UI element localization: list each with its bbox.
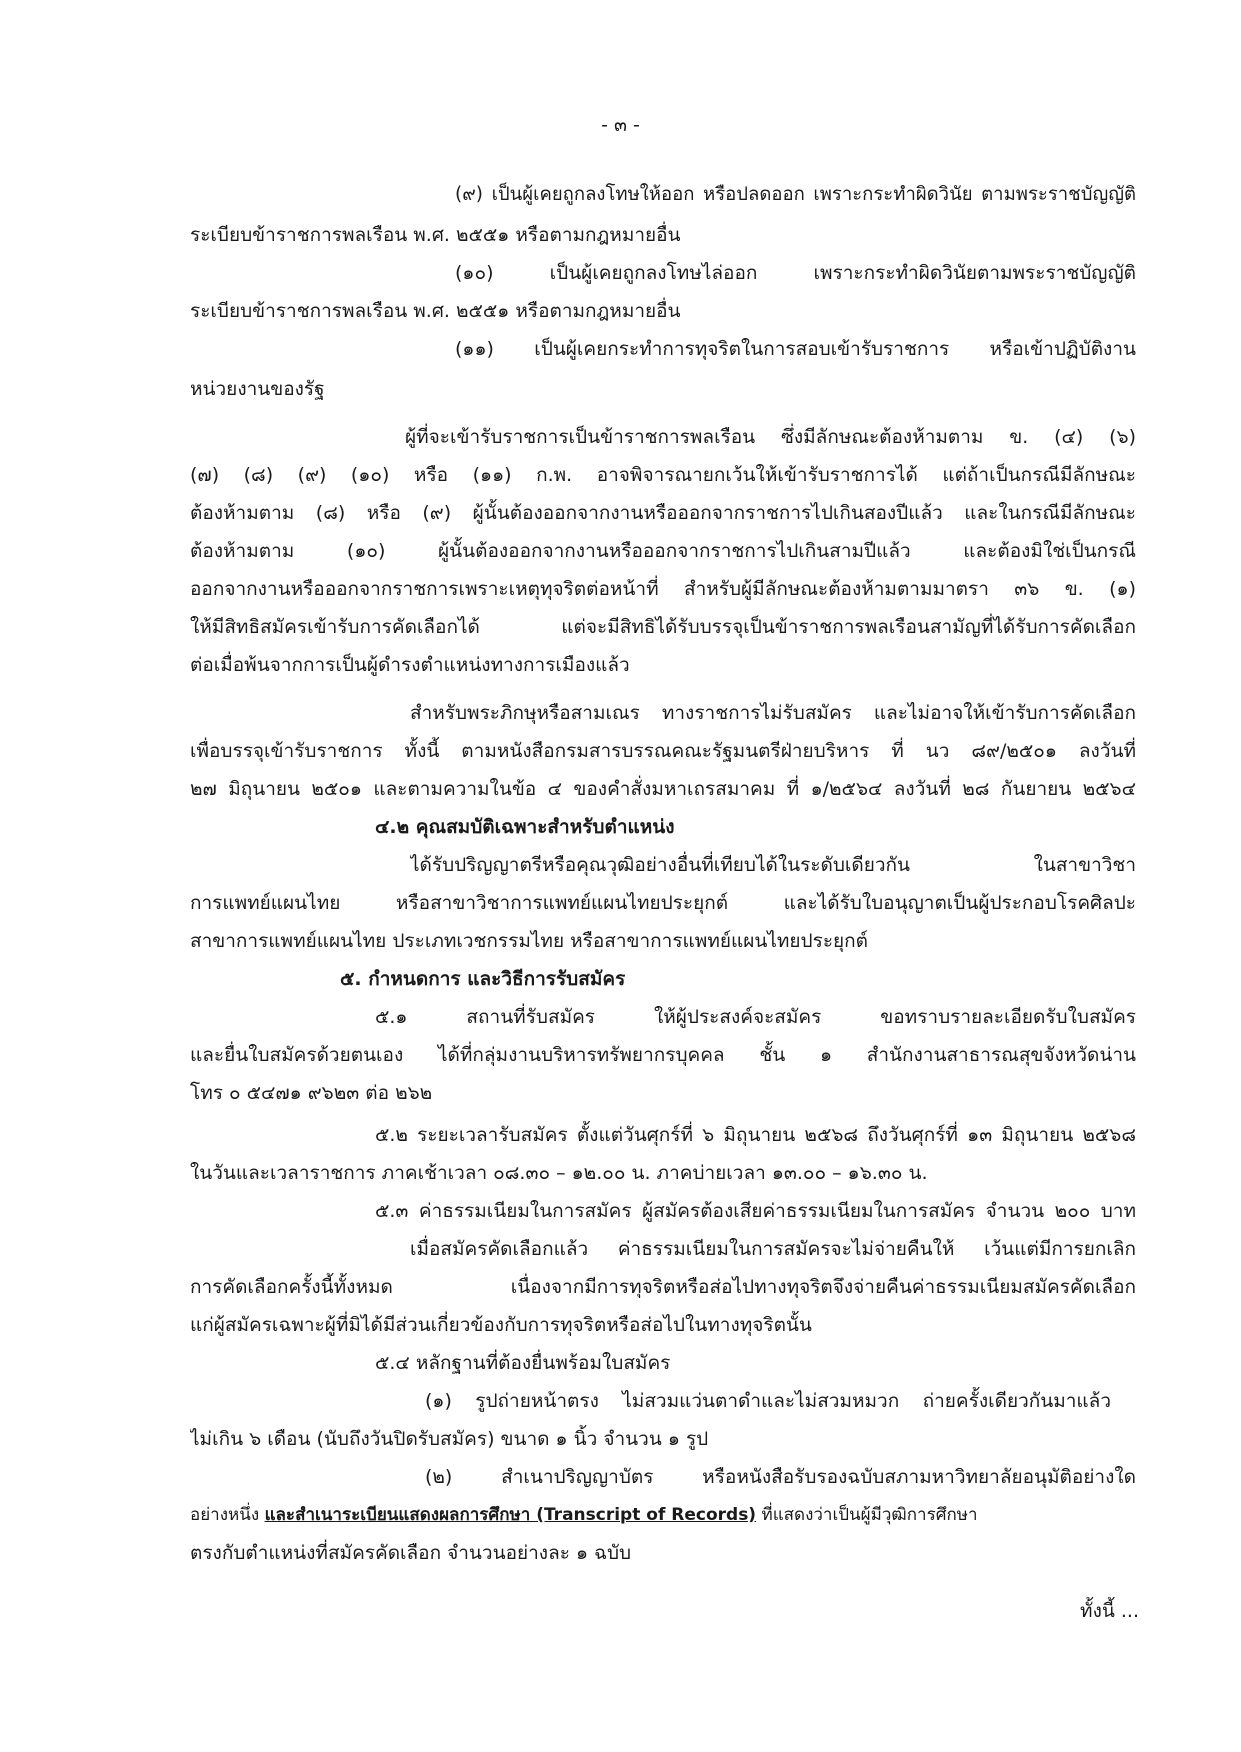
section-heading: ๔.๒ คุณสมบัติเฉพาะสำหรับตำแหน่ง <box>375 816 675 838</box>
text-line: (๙) เป็นผู้เคยถูกลงโทษให้ออก หรือปลดออก เพราะกระทำผิดวินัย ตามพระราชบัญญัติ <box>455 184 1136 205</box>
text-line: (๑๑) เป็นผู้เคยกระทำการทุจริตในการสอบเข้ารับราชการ หรือเข้าปฏิบัติงาน <box>455 338 1136 360</box>
text-line: ได้รับปริญญาตรีหรือคุณวุฒิอย่างอื่นที่เทียบได้ในระดับเดียวกัน ในสาขาวิชา <box>410 854 1136 876</box>
text-line: และยื่นใบสมัครด้วยตนเอง ได้ที่กลุ่มงานบริหารทรัพยากรบุคคล ชั้น ๑ สำนักงานสาธารณสุขจังหวัดน่าน <box>190 1044 1136 1066</box>
text-line: (๗) (๘) (๙) (๑๐) หรือ (๑๑) ก.พ. อาจพิจารณายกเว้นให้เข้ารับราชการได้ แต่ถ้าเป็นกรณีมีลักษณะ <box>190 464 1136 486</box>
text-line: ต้องห้ามตาม (๘) หรือ (๙) ผู้นั้นต้องออกจากงานหรือออกจากราชการไปเกินสองปีแล้ว และในกรณีมีลักษณะ <box>190 502 1136 524</box>
text-segment: อย่างหนึ่ง <box>190 1505 260 1525</box>
text-line: เพื่อบรรจุเข้ารับราชการ ทั้งนี้ ตามหนังสือกรมสารบรรณคณะรัฐมนตรีฝ่ายบริหาร ที่ นว ๘๙/๒๕๐๑ ลงวันที่ <box>190 740 1136 762</box>
text-line: ๕.๒ ระยะเวลารับสมัคร ตั้งแต่วันศุกร์ที่ ๖ มิถุนายน ๒๕๖๘ ถึงวันศุกร์ที่ ๑๓ มิถุนายน ๒๕๖๘ <box>375 1124 1136 1146</box>
page-number: - ๓ - <box>601 114 640 136</box>
text-line: หน่วยงานของรัฐ <box>190 378 325 400</box>
text-line: ๕.๔ หลักฐานที่ต้องยื่นพร้อมใบสมัคร <box>375 1352 671 1374</box>
text-line: ต่อเมื่อพ้นจากการเป็นผู้ดำรงตำแหน่งทางการเมืองแล้ว <box>190 654 630 676</box>
text-line: (๑๐) เป็นผู้เคยถูกลงโทษไล่ออก เพราะกระทำผิดวินัยตามพระราชบัญญัติ <box>455 262 1136 284</box>
text-line: โทร ๐ ๕๔๗๑ ๙๖๒๓ ต่อ ๒๖๒ <box>190 1082 433 1104</box>
text-line: ผู้ที่จะเข้ารับราชการเป็นข้าราชการพลเรือน ซึ่งมีลักษณะต้องห้ามตาม ข. (๔) (๖) <box>405 426 1136 448</box>
transcript-emphasis: และสำเนาระเบียนแสดงผลการศึกษา (Transcript of Records) <box>264 1505 757 1525</box>
continuation-footer: ทั้งนี้ ... <box>1080 1600 1139 1622</box>
text-line: ระเบียบข้าราชการพลเรือน พ.ศ. ๒๕๕๑ หรือตามกฎหมายอื่น <box>190 224 681 246</box>
text-line: แก่ผู้สมัครเฉพาะผู้ที่มิได้มีส่วนเกี่ยวข้องกับการทุจริตหรือส่อไปในทางทุจริตนั้น <box>190 1314 812 1336</box>
text-line: ๕.๓ ค่าธรรมเนียมในการสมัคร ผู้สมัครต้องเสียค่าธรรมเนียมในการสมัคร จำนวน ๒๐๐ บาท <box>375 1200 1136 1222</box>
text-line: ๕.๑ สถานที่รับสมัคร ให้ผู้ประสงค์จะสมัคร ขอทราบรายละเอียดรับใบสมัคร <box>375 1006 1136 1028</box>
text-line: สำหรับพระภิกษุหรือสามเณร ทางราชการไม่รับสมัคร และไม่อาจให้เข้ารับการคัดเลือก <box>410 702 1136 724</box>
text-line: การคัดเลือกครั้งนี้ทั้งหมด เนื่องจากมีการทุจริตหรือส่อไปทางทุจริตจึงจ่ายคืนค่าธรรมเนียมสมัครคัดเลือก <box>190 1276 1136 1298</box>
text-line: ในวันและเวลาราชการ ภาคเช้าเวลา ๐๘.๓๐ – ๑๒.๐๐ น. ภาคบ่ายเวลา ๑๓.๐๐ – ๑๖.๓๐ น. <box>190 1162 928 1184</box>
text-line: สาขาการแพทย์แผนไทย ประเภทเวชกรรมไทย หรือสาขาการแพทย์แผนไทยประยุกต์ <box>190 930 869 952</box>
section-heading: ๕. กำหนดการ และวิธีการรับสมัคร <box>340 968 626 990</box>
text-line: ให้มีสิทธิสมัครเข้ารับการคัดเลือกได้ แต่จะมีสิทธิได้รับบรรจุเป็นข้าราชการพลเรือนสามัญที่ได้รับการคัดเลือก <box>190 616 1136 638</box>
text-line: ระเบียบข้าราชการพลเรือน พ.ศ. ๒๕๕๑ หรือตามกฎหมายอื่น <box>190 300 681 322</box>
text-segment: ที่แสดงว่าเป็นผู้มีวุฒิการศึกษา <box>761 1505 978 1525</box>
text-line: การแพทย์แผนไทย หรือสาขาวิชาการแพทย์แผนไทยประยุกต์ และได้รับใบอนุญาตเป็นผู้ประกอบโรคศิลปะ <box>190 892 1136 914</box>
text-line: ตรงกับตำแหน่งที่สมัครคัดเลือก จำนวนอย่างละ ๑ ฉบับ <box>190 1542 632 1564</box>
text-line: เมื่อสมัครคัดเลือกแล้ว ค่าธรรมเนียมในการสมัครจะไม่จ่ายคืนให้ เว้นแต่มีการยกเลิก <box>410 1238 1136 1260</box>
text-line: (๑) รูปถ่ายหน้าตรง ไม่สวมแว่นตาดำและไม่สวมหมวก ถ่ายครั้งเดียวกันมาแล้ว <box>425 1390 1111 1412</box>
text-line: (๒) สำเนาปริญญาบัตร หรือหนังสือรับรองฉบับสภามหาวิทยาลัยอนุมัติอย่างใด <box>425 1466 1136 1488</box>
text-line: ออกจากงานหรือออกจากราชการเพราะเหตุทุจริตต่อหน้าที่ สำหรับผู้มีลักษณะต้องห้ามตามมาตรา ๓๖ ข. (๑) <box>190 578 1136 600</box>
text-line: ไม่เกิน ๖ เดือน (นับถึงวันปิดรับสมัคร) ขนาด ๑ นิ้ว จำนวน ๑ รูป <box>190 1428 709 1450</box>
text-line: ต้องห้ามตาม (๑๐) ผู้นั้นต้องออกจากงานหรือออกจากราชการไปเกินสามปีแล้ว และต้องมิใช่เป็นกรณี <box>190 540 1136 562</box>
text-line: ๒๗ มิถุนายน ๒๕๐๑ และตามความในข้อ ๔ ของคำสั่งมหาเถรสมาคม ที่ ๑/๒๕๖๔ ลงวันที่ ๒๘ กันยายน ๒๕๖๔ <box>190 778 1136 800</box>
text-line-mixed <box>190 1496 1136 1534</box>
